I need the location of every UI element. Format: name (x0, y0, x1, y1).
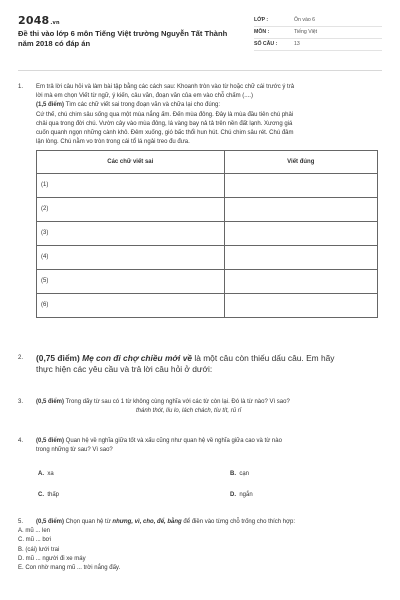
intro-line: lời mà em chọn Viết từ ngữ, ý kiến, câu văn, đoạn văn của em vào chỗ chấm (....) (36, 93, 253, 100)
row-label: (3) (37, 222, 225, 246)
question-line (36, 518, 382, 527)
meta-value: Ôn vào 6 (294, 17, 316, 23)
table-row (37, 198, 378, 222)
points: (0,5 điểm) (36, 399, 65, 405)
question-5 (18, 518, 382, 590)
question-line: trong những từ sau? Vì sao? (36, 447, 113, 454)
meta-row-class (254, 15, 382, 27)
task-line (36, 101, 382, 110)
question-3 (18, 398, 382, 422)
row-label: (1) (37, 174, 225, 198)
target-sentence: Mẹ con đi chợ chiều mới về (82, 353, 193, 363)
question-text: Quan hệ về nghĩa giữa tốt và xấu cũng như quan hệ về nghĩa giữa cao và từ nào (64, 438, 282, 444)
points: (0,75 điểm) (36, 353, 80, 363)
option-letter: C. (38, 492, 44, 498)
question-number: 2. (18, 355, 24, 361)
question-number: 5. (18, 519, 24, 525)
table-row (37, 270, 378, 294)
option-b[interactable] (230, 470, 249, 479)
table-header-row (37, 151, 378, 174)
question-text: để điền vào từng chỗ trống cho thích hợp: (181, 519, 296, 525)
question-text: là một câu còn thiếu dấu câu. Em hãy (192, 353, 335, 363)
passage-line: cuốn quanh ngọn những cành khô. Đêm xuống, gió bấc thổi hun hút. Chú chim sâu rét. Chú đâm (36, 130, 294, 137)
option-text: xa (47, 471, 54, 477)
site-logo[interactable] (18, 14, 60, 27)
question-number: 4. (18, 438, 24, 444)
word-list: thánh thót, líu lo, lách chách, tíu tít, rủ rỉ (136, 408, 242, 415)
column-header: Các chữ viết sai (37, 151, 225, 174)
option-d[interactable] (230, 491, 253, 500)
intro-line: Em trả lời câu hỏi và làm bài tập bằng các cách sau: Khoanh tròn vào từ hoặc chữ cái trước ý trả (36, 84, 295, 90)
question-body (36, 437, 382, 501)
meta-key: LỚP : (254, 17, 269, 23)
meta-value: 13 (294, 41, 300, 47)
question-1 (18, 83, 382, 343)
option-text: cạn (239, 471, 250, 477)
passage-line: lận lòng. Chú nằm vo tròn trong cái tổ lá ngải treo đu đưa. (36, 139, 190, 146)
fill-item: D. mũ ... người đi xe máy (18, 555, 86, 562)
table-row (37, 294, 378, 318)
document-header (18, 14, 382, 58)
points: (0,5 điểm) (36, 438, 65, 444)
option-letter: B. (230, 471, 236, 477)
passage-line: chải qua trong đời chú. Vườn cây vào mùa đông, lá vàng bay nả tả trên nền đất lạnh. Xương giá (36, 120, 293, 127)
logo-sub: .vn (50, 20, 60, 26)
fill-item: E. Con nhờ mang mũ ... trời nắng đấy. (18, 565, 121, 572)
word-list: nhưng, vì, cho, để, bằng (112, 519, 182, 525)
meta-row-count (254, 39, 382, 51)
logo-main: 2048 (18, 14, 50, 27)
option-text: ngắn (239, 492, 253, 498)
column-header: Viết đúng (224, 151, 377, 174)
task-text: Tìm các chữ viết sai trong đoạn văn và chữa lại cho đúng: (64, 102, 221, 109)
document-title: Đề thi vào lớp 6 môn Tiếng Việt trường Nguyễn Tất Thành năm 2018 có đáp án (18, 29, 228, 48)
answer-cell[interactable] (224, 246, 377, 270)
question-number: 1. (18, 84, 24, 90)
answer-cell[interactable] (224, 222, 377, 246)
table-row (37, 174, 378, 198)
fill-item: C. mũ ... bơi (18, 537, 51, 544)
meta-row-subject (254, 27, 382, 39)
meta-key: SỐ CÂU : (254, 41, 278, 47)
question-line (36, 437, 382, 446)
question-body (36, 398, 382, 416)
correction-table (36, 150, 378, 318)
question-body (18, 518, 382, 573)
fill-item: A. mũ ... len (18, 528, 51, 535)
header-divider (18, 70, 382, 71)
question-4 (18, 437, 382, 501)
meta-value: Tiếng Việt (294, 29, 318, 35)
row-label: (4) (37, 246, 225, 270)
option-text: thấp (47, 492, 60, 498)
meta-table (254, 15, 382, 51)
row-label: (5) (37, 270, 225, 294)
question-text: Chọn quan hệ từ (64, 519, 113, 525)
table-row (37, 222, 378, 246)
option-a[interactable] (38, 470, 54, 479)
question-body (36, 83, 382, 318)
meta-key: MÔN : (254, 29, 270, 35)
question-text: Trong dãy từ sau có 1 từ không cùng nghĩa với các từ còn lại. Đó là từ nào? Vì sao? (64, 399, 290, 405)
question-2 (18, 353, 382, 377)
fill-item: B. (cái) lưới trai (18, 546, 60, 553)
points: (0,5 điểm) (36, 519, 65, 525)
points: (1,5 điểm) (36, 102, 65, 109)
answer-cell[interactable] (224, 198, 377, 222)
option-c[interactable] (38, 491, 59, 500)
question-body (36, 353, 382, 375)
question-line: thực hiện các yêu cầu và trả lời câu hỏi ở dưới: (36, 364, 213, 374)
row-label: (6) (37, 294, 225, 318)
question-line (36, 353, 382, 364)
answer-cell[interactable] (224, 270, 377, 294)
answer-cell[interactable] (224, 174, 377, 198)
option-letter: A. (38, 471, 44, 477)
passage-line: Cứ thế, chú chim sâu sống qua một mùa nắng ấm. Đến mùa đông. Đây là mùa đầu tiên chú phải (36, 111, 294, 118)
question-number: 3. (18, 399, 24, 405)
option-letter: D. (230, 492, 236, 498)
row-label: (2) (37, 198, 225, 222)
table-row (37, 246, 378, 270)
question-line (36, 398, 382, 407)
answer-cell[interactable] (224, 294, 377, 318)
